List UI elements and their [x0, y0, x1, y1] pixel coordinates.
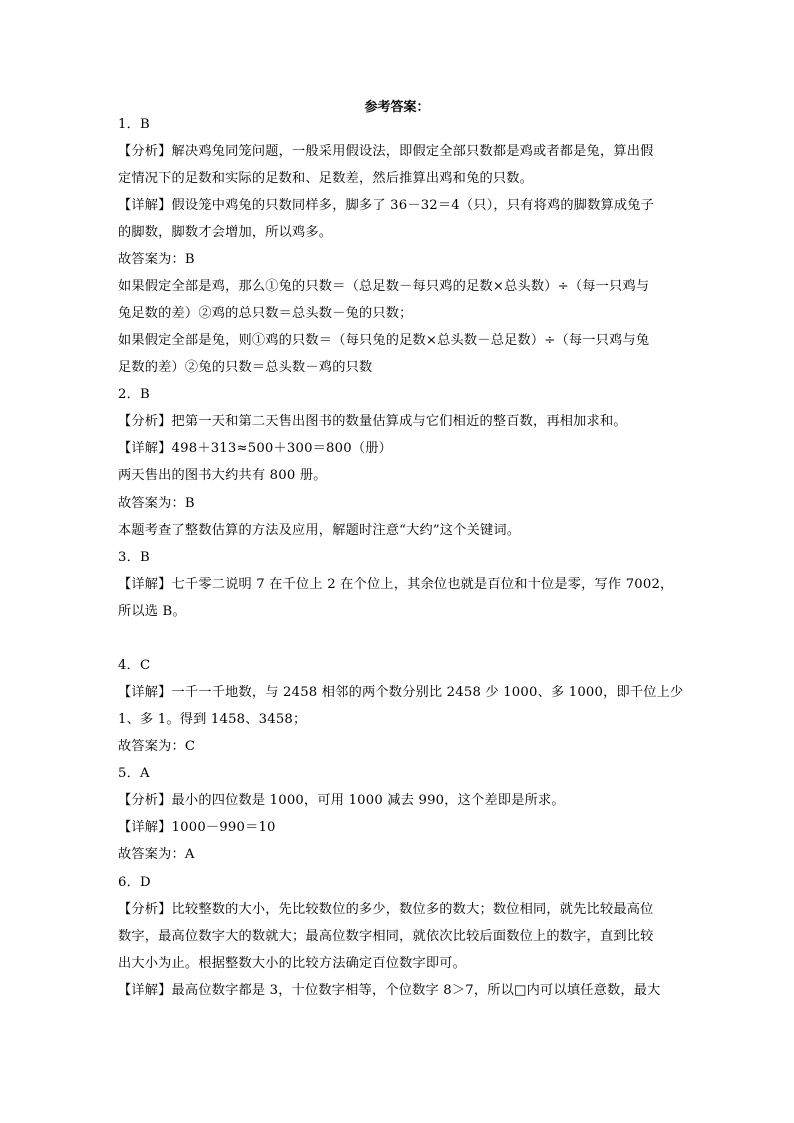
text-line: 【详解】最高位数字都是 3，十位数字相等，个位数字 8＞7，所以□内可以填任意数，最大	[118, 983, 661, 998]
text-line: 故答案为：A	[118, 847, 195, 862]
text-line: 故答案为：C	[118, 739, 196, 754]
answer-number-3: 3．B	[118, 550, 150, 565]
text-line: 本题考查了整数估算的方法及应用，解题时注意“大约”这个关键词。	[118, 523, 521, 538]
answer-number-1: 1．B	[118, 117, 150, 132]
text-line: 如果假定全部是鸡，那么①兔的只数＝（总足数－每只鸡的足数×总头数）÷（每一只鸡与	[118, 279, 650, 294]
answer-number-2: 2．B	[118, 387, 150, 402]
text-line: 两天售出的图书大约共有 800 册。	[118, 468, 327, 483]
text-line: 【分析】最小的四位数是 1000，可用 1000 减去 990，这个差即是所求。	[118, 793, 565, 808]
text-line: 出大小为止。根据整数大小的比较方法确定百位数字即可。	[118, 956, 467, 971]
text-line: 如果假定全部是兔，则①鸡的只数＝（每只兔的足数×总头数－总足数）÷（每一只鸡与兔	[118, 333, 650, 348]
text-line: 【分析】比较整数的大小，先比较数位的多少，数位多的数大；数位相同，就先比较最高位	[118, 902, 654, 917]
text-line: 故答案为：B	[118, 496, 195, 511]
text-line: 【详解】1000－990＝10	[118, 820, 276, 835]
text-line: 【详解】一千一千地数，与 2458 相邻的两个数分别比 2458 少 1000、多 1000，即千位上少	[118, 685, 684, 700]
text-line: 兔足数的差）②鸡的总只数＝总头数－兔的只数；	[118, 306, 413, 321]
text-line: 1、多 1。得到 1458、3458；	[118, 712, 307, 727]
text-line: 所以选 B。	[118, 604, 186, 619]
answer-number-4: 4．C	[118, 658, 151, 673]
text-line: 【分析】解决鸡兔同笼问题，一般采用假设法，即假定全部只数都是鸡或者都是兔，算出假	[118, 144, 654, 159]
answer-number-5: 5．A	[118, 766, 150, 781]
text-line: 【详解】498＋313≈500＋300＝800（册）	[118, 441, 392, 456]
page-title: 参考答案：	[364, 100, 430, 115]
text-line: 【详解】七千零二说明 7 在千位上 2 在个位上，其余位也就是百位和十位是零，写作 7002，	[118, 577, 674, 592]
text-line: 定情况下的足数和实际的足数和、足数差，然后推算出鸡和兔的只数。	[118, 171, 534, 186]
text-line: 的脚数，脚数才会增加，所以鸡多。	[118, 225, 333, 240]
answer-number-6: 6．D	[118, 875, 151, 890]
text-line: 故答案为：B	[118, 252, 195, 267]
text-line: 【详解】假设笼中鸡兔的只数同样多，脚多了 36－32＝4（只），只有将鸡的脚数算成兔子	[118, 198, 655, 213]
text-line: 足数的差）②兔的只数＝总头数－鸡的只数	[118, 360, 373, 375]
text-line: 数字，最高位数字大的数就大；最高位数字相同，就依次比较后面数位上的数字，直到比较	[118, 929, 654, 944]
text-line: 【分析】把第一天和第二天售出图书的数量估算成与它们相近的整百数，再相加求和。	[118, 414, 627, 429]
